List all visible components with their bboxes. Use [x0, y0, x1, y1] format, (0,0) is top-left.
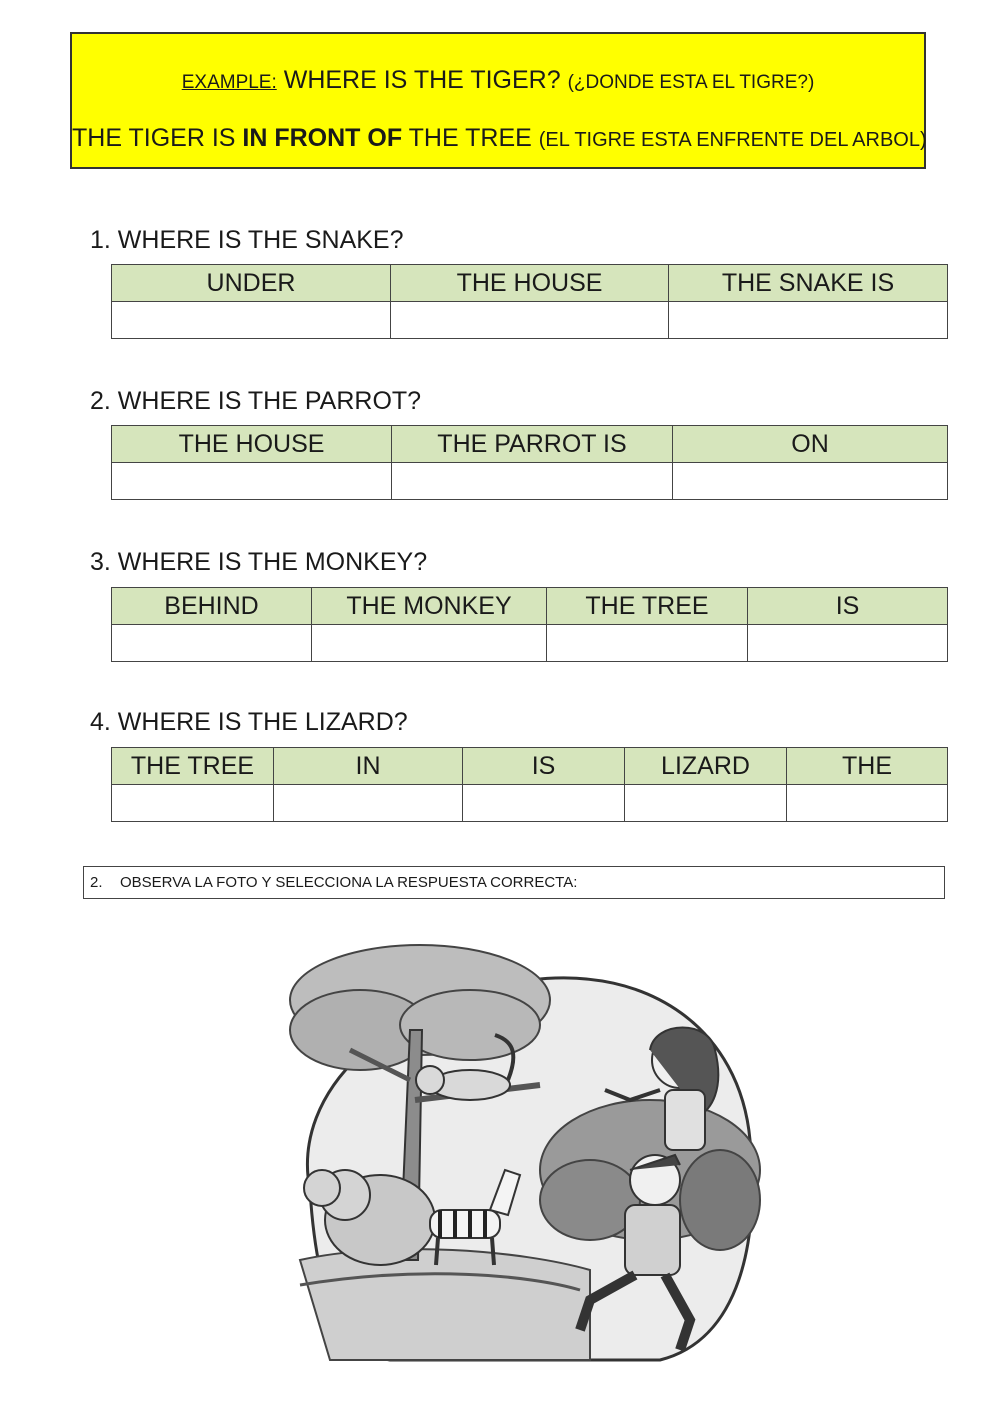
word-tile[interactable]: LIZARD: [625, 748, 787, 785]
park-scene-illustration: [270, 940, 770, 1380]
question-3-title: 3. WHERE IS THE MONKEY?: [90, 548, 428, 576]
answer-cell[interactable]: [312, 625, 547, 662]
answer-cell[interactable]: [274, 785, 463, 822]
example-label: EXAMPLE:: [181, 72, 277, 93]
word-tile[interactable]: THE TREE: [112, 748, 274, 785]
word-tile[interactable]: IS: [463, 748, 625, 785]
example-answer-line: [72, 124, 927, 153]
section-2-instruction: [83, 866, 945, 899]
word-tile[interactable]: UNDER: [112, 265, 391, 302]
question-1-title: 1. WHERE IS THE SNAKE?: [90, 226, 404, 254]
word-tile[interactable]: THE PARROT IS: [392, 426, 673, 463]
word-tile[interactable]: THE HOUSE: [391, 265, 669, 302]
question-1-table: [111, 264, 948, 339]
answer-cell[interactable]: [673, 463, 948, 500]
question-2-table: [111, 425, 948, 500]
answer-cell[interactable]: [112, 302, 391, 339]
example-answer-start: THE TIGER IS: [72, 124, 236, 152]
question-2-title: 2. WHERE IS THE PARROT?: [90, 387, 422, 415]
word-tile[interactable]: THE SNAKE IS: [669, 265, 948, 302]
answer-cell[interactable]: [669, 302, 948, 339]
example-question: WHERE IS THE TIGER?: [283, 66, 561, 94]
example-question-line: [72, 66, 924, 95]
example-box: [70, 32, 926, 169]
section-2-text: OBSERVA LA FOTO Y SELECCIONA LA RESPUESTA CORRECTA:: [120, 874, 578, 891]
answer-cell[interactable]: [392, 463, 673, 500]
answer-cell[interactable]: [625, 785, 787, 822]
answer-cell[interactable]: [391, 302, 669, 339]
word-tile[interactable]: ON: [673, 426, 948, 463]
word-tile[interactable]: THE TREE: [547, 588, 748, 625]
word-tile[interactable]: THE MONKEY: [312, 588, 547, 625]
word-tile[interactable]: THE: [787, 748, 948, 785]
example-answer-translation: (EL TIGRE ESTA ENFRENTE DEL ARBOL): [538, 129, 927, 151]
question-4-title: 4. WHERE IS THE LIZARD?: [90, 708, 408, 736]
example-question-translation: (¿DONDE ESTA EL TIGRE?): [567, 72, 815, 93]
question-3-table: [111, 587, 948, 662]
word-tile[interactable]: BEHIND: [112, 588, 312, 625]
answer-cell[interactable]: [112, 785, 274, 822]
section-2-number: 2.: [90, 874, 103, 891]
word-tile[interactable]: IN: [274, 748, 463, 785]
answer-cell[interactable]: [748, 625, 948, 662]
word-tile[interactable]: IS: [748, 588, 948, 625]
question-4-table: [111, 747, 948, 822]
example-answer-end: THE TREE: [408, 124, 532, 152]
answer-cell[interactable]: [547, 625, 748, 662]
example-answer-bold: IN FRONT OF: [242, 124, 403, 152]
word-tile[interactable]: THE HOUSE: [112, 426, 392, 463]
answer-cell[interactable]: [112, 463, 392, 500]
answer-cell[interactable]: [112, 625, 312, 662]
answer-cell[interactable]: [787, 785, 948, 822]
answer-cell[interactable]: [463, 785, 625, 822]
